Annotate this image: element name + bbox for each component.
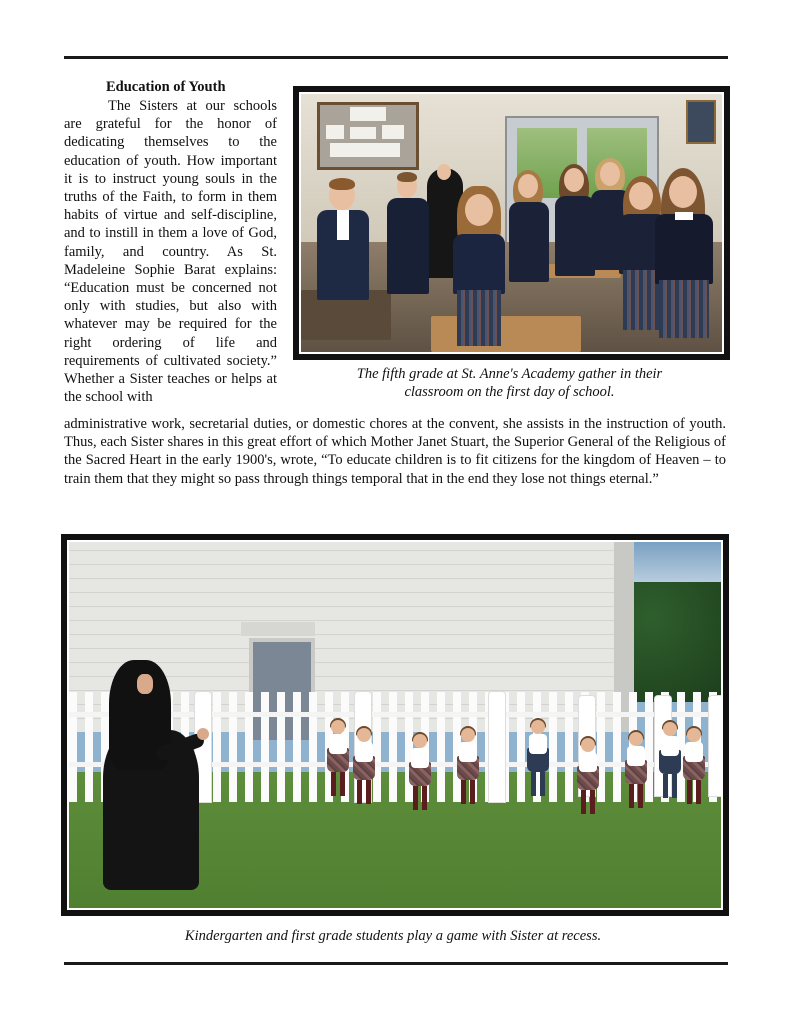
child-figure [625,732,647,810]
sister-figure [85,660,205,890]
classroom-photo-caption [293,365,726,401]
caption-line: classroom on the first day of school. [404,384,615,401]
child-figure [353,728,375,806]
article-paragraph-left-column [64,97,277,406]
recess-photo [61,534,729,916]
child-figure [327,720,349,798]
bulletin-board [317,102,419,170]
student-girl [653,172,715,352]
classroom-photo [293,86,730,360]
child-figure [527,720,549,798]
framed-picture [686,100,716,144]
child-figure [577,738,599,816]
recess-photo-caption: Kindergarten and first grade students play a game with Sister at recess. [184,928,602,944]
child-figure [457,728,479,806]
top-rule [64,56,728,59]
bottom-rule [64,962,728,965]
child-figure [659,722,681,800]
student-girl [509,172,549,282]
student-girl [449,190,509,354]
student-girl [555,166,595,276]
student-boy [387,174,429,294]
trees [621,582,721,702]
caption-line: The fifth grade at St. Anne's Academy gather in their [356,366,663,382]
child-figure [683,728,705,806]
student-boy [317,180,369,300]
child-figure [409,734,431,812]
article-paragraph-full-width: administrative work, secretarial duties, or domestic chores at the convent, she assists in the instruction of youth. Thus, each Sister shares in this great effort of which Mother Janet Stuart, the Superior General of the Religious of the Sacred Heart in the early 1900's, wrote, “To educate children is to fit citizens for the kingdom of Heaven – to train them that they might so pass through things temporal that in the end they lose not things eternal.” [64,416,726,487]
section-heading: Education of Youth [106,79,226,95]
paragraph-text-part1: The Sisters at our schools are grateful for the honor of dedicating themselves to the education of youth. How important it is to instruct young souls in the truths of the Faith, to form in them habits of virtue and self-discipline, and to instill in them a love of God, family, and country. As St. Madeleine Sophie Barat explains: “Education must be concerned not only with studies, but also with whatever may be required for the right ordering of life and requirements of cultivated society.” Whether a Sister teaches or helps at the school with [64,98,277,406]
